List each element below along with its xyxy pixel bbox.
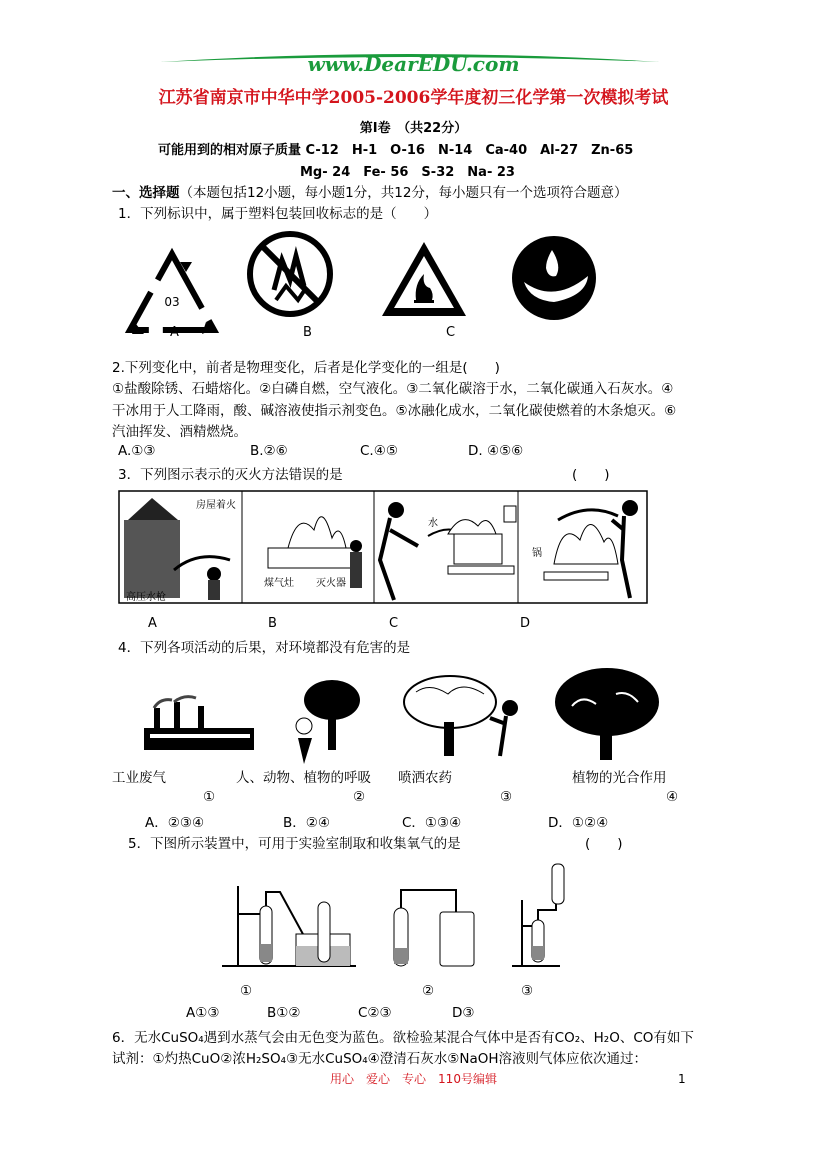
- q2-option-b: B.②⑥: [250, 443, 288, 459]
- q2-option-a: A.①③: [118, 443, 156, 459]
- site-url[interactable]: www.DearEDU.com: [307, 52, 520, 76]
- q4-number-4: ④: [666, 789, 679, 805]
- label-gas-stove: 煤气灶: [264, 578, 294, 589]
- q3-label-c: C: [389, 616, 399, 631]
- exam-title: 江苏省南京市中华中学2005-2006学年度初三化学第一次模拟考试: [158, 88, 669, 108]
- photosynthesis-tree-image: [552, 664, 662, 764]
- label-house-fire: 房屋着火: [196, 500, 236, 511]
- no-fire-icon: [246, 230, 336, 320]
- q4-caption-2: 人、动物、植物的呼吸: [236, 770, 371, 786]
- q4-option-d: D．①②④: [548, 815, 609, 831]
- q3-label-d: D: [520, 616, 531, 631]
- q2-option-d: D. ④⑤⑥: [468, 443, 524, 459]
- factory-image: [140, 694, 260, 754]
- q5-answer-paren: ( ): [585, 836, 623, 852]
- q4-caption-4: 植物的光合作用: [572, 770, 667, 786]
- q4-option-b: B．②④: [283, 815, 330, 831]
- pesticide-spraying-image: [400, 672, 530, 762]
- page-footer: 用心 爱心 专心 110号编辑: [330, 1072, 497, 1086]
- q5-option-b: B①②: [267, 1005, 301, 1021]
- flammable-warning-icon: [378, 238, 470, 322]
- apparatus-1-drainage-collection: [220, 880, 360, 970]
- q4-option-c: C．①③④: [402, 815, 462, 831]
- q3-text: 3．下列图示表示的灭火方法错误的是: [118, 467, 343, 483]
- q5-number-3: ③: [521, 983, 534, 999]
- q4-number-3: ③: [500, 789, 513, 805]
- q5-number-1: ①: [240, 983, 253, 999]
- q3-answer-paren: ( ): [572, 467, 610, 483]
- q5-option-c: C②③: [358, 1005, 392, 1021]
- apparatus-3-gas-syringe: [510, 860, 590, 970]
- recycle-code: 03: [164, 295, 180, 309]
- atomic-mass-line-2: Mg- 24 Fe- 56 S-32 Na- 23: [300, 165, 515, 180]
- label-water: 水: [428, 518, 438, 529]
- q4-text: 4．下列各项活动的后果，对环境都没有危害的是: [118, 640, 411, 656]
- fire-extinguishing-illustration: [118, 490, 648, 605]
- label-pot: 锅: [532, 548, 542, 559]
- q4-caption-3: 喷洒农药: [398, 770, 452, 786]
- apparatus-2-upward-air-collection: [388, 880, 488, 970]
- part1-note: （本题包括12小题，每小题1分，共12分，每小题只有一个选项符合题意）: [179, 185, 628, 201]
- q3-label-b: B: [268, 616, 277, 631]
- label-extinguisher: 灭火器: [316, 578, 346, 589]
- q1-label-c: C: [446, 325, 456, 340]
- q2-body-line-3: 汽油挥发、酒精燃烧。: [112, 424, 247, 440]
- q2-body-line-1: ①盐酸除锈、石蜡熔化。②白磷自燃，空气液化。③二氧化碳溶于水，二氧化碳通入石灰水。④: [112, 381, 674, 397]
- label-high-pressure-hose: 高压水枪: [126, 592, 166, 603]
- part1-heading: 一、选择题: [112, 185, 180, 201]
- q6-line-2: 试剂：①灼热CuO②浓H₂SO₄③无水CuSO₄④澄清石灰水⑤NaOH溶液则气体应依次通过：: [112, 1051, 648, 1067]
- water-drop-icon: [508, 232, 600, 324]
- section-heading: 第Ⅰ卷 （共22分）: [359, 121, 468, 136]
- part1-heading-line: [112, 181, 627, 201]
- respiration-image: [292, 678, 362, 768]
- q1-text: 1．下列标识中，属于塑料包装回收标志的是（ ）: [118, 206, 438, 222]
- q5-number-2: ②: [422, 983, 435, 999]
- q3-label-a: A: [148, 616, 157, 631]
- q4-number-1: ①: [203, 789, 216, 805]
- q6-line-1: 6．无水CuSO₄遇到水蒸气会由无色变为蓝色。欲检验某混合气体中是否有CO₂、H₂O、CO有如下: [112, 1030, 694, 1046]
- q2-option-c: C.④⑤: [360, 443, 398, 459]
- q2-body-line-2: 干冰用于人工降雨，酸、碱溶液使指示剂变色。⑤冰融化成水，二氧化碳使燃着的木条熄灭。⑥: [112, 403, 677, 419]
- q4-number-2: ②: [353, 789, 366, 805]
- q5-option-a: A①③: [186, 1005, 220, 1021]
- q2-text: 2.下列变化中，前者是物理变化，后者是化学变化的一组是( ): [112, 360, 500, 376]
- q5-text: 5．下图所示装置中，可用于实验室制取和收集氧气的是: [128, 836, 461, 852]
- q1-label-b: B: [303, 325, 312, 340]
- q4-caption-1: 工业废气: [112, 770, 166, 786]
- q1-label-a: A: [170, 325, 179, 340]
- page-number: 1: [678, 1072, 686, 1086]
- atomic-mass-line-1: 可能用到的相对原子质量 C-12 H-1 O-16 N-14 Ca-40 Al-27 Zn-65: [158, 143, 634, 158]
- q5-option-d: D③: [452, 1005, 475, 1021]
- q4-option-a: A．②③④: [145, 815, 205, 831]
